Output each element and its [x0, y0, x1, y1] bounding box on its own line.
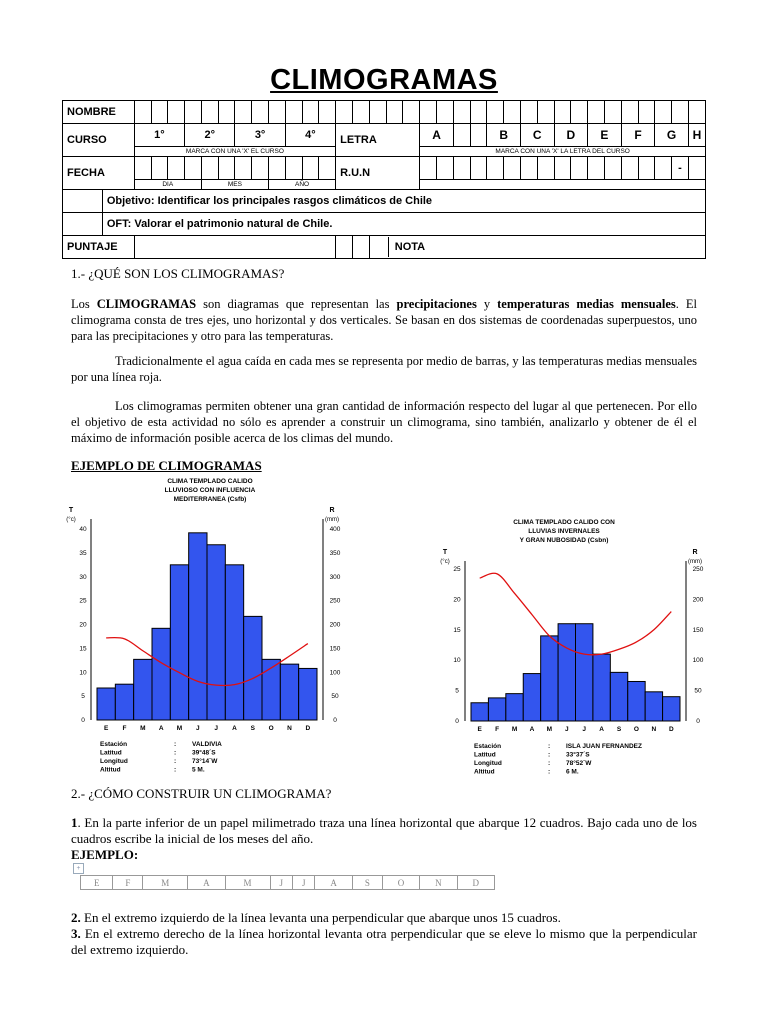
station-field-colon: :	[174, 758, 177, 765]
right-tick-label: 250	[329, 597, 341, 605]
step-1: 1. En la parte inferior de un papel milimetrado traza una línea horizontal que abarque 12 cuadros. Bajo cada uno de los cuadros escribe la inicial de los meses del año.	[71, 815, 697, 846]
run-label: R.U.N	[336, 157, 420, 190]
left-tick-label: 35	[79, 549, 87, 557]
station-field-colon: :	[548, 751, 551, 759]
station-field-value: 39°48´S	[192, 749, 216, 757]
puntaje-label: PUNTAJE	[63, 236, 135, 259]
precipitation-bar	[593, 654, 610, 721]
station-field-colon: :	[548, 768, 551, 776]
station-field-label: Estación	[100, 741, 128, 748]
left-axis-label: T	[442, 549, 448, 556]
station-field-colon: :	[174, 749, 177, 757]
station-field-label: Estación	[474, 743, 502, 750]
precipitation-bar	[663, 697, 680, 721]
month-tick-label: S	[616, 726, 622, 733]
month-tick-label: E	[103, 725, 109, 732]
month-tick-label: D	[305, 725, 311, 732]
month-cell: J	[270, 876, 292, 890]
month-tick-label: J	[214, 725, 218, 732]
left-tick-label: 0	[455, 718, 459, 725]
right-axis-label: R	[329, 507, 335, 514]
precipitation-bar	[506, 694, 523, 721]
climogram-valdivia	[66, 474, 344, 776]
right-tick-label: 50	[694, 687, 702, 695]
station-field-label: Altitud	[100, 766, 121, 774]
month-tick-label: A	[529, 726, 535, 733]
month-cell: A	[315, 876, 352, 890]
left-tick-label: 10	[453, 657, 461, 665]
left-axis-label: T	[68, 507, 74, 514]
precipitation-bar	[225, 565, 243, 720]
precipitation-bar	[244, 616, 262, 720]
left-tick-label: 10	[79, 669, 87, 677]
station-field-value: 5 M.	[192, 766, 205, 774]
climogram-juan-fernandez	[440, 514, 704, 782]
nota-label: NOTA	[369, 236, 705, 259]
letter-f-option[interactable]: F	[621, 124, 655, 147]
month-tick-label: F	[495, 726, 500, 733]
step-2: 2. En el extremo izquierdo de la línea levanta una perpendicular que abarque unos 15 cuadros.	[71, 910, 561, 925]
example-heading: EJEMPLO DE CLIMOGRAMAS	[71, 458, 262, 473]
page-title: CLIMOGRAMAS	[270, 64, 498, 96]
month-cell: J	[293, 876, 315, 890]
month-tick-label: J	[582, 726, 587, 733]
right-tick-label: 100	[329, 669, 341, 677]
precipitation-bar	[541, 636, 558, 721]
month-cell: N	[420, 876, 457, 890]
month-cell: S	[352, 876, 382, 890]
precipitation-bar	[134, 659, 152, 720]
right-tick-label: 200	[329, 621, 341, 629]
month-tick-label: M	[511, 726, 518, 733]
left-tick-label: 25	[79, 597, 87, 605]
right-tick-label: 150	[329, 645, 341, 653]
station-field-label: Latitud	[474, 751, 496, 759]
station-field-value: 6 M.	[566, 768, 579, 776]
month-tick-label: J	[196, 725, 200, 732]
month-tick-label: O	[633, 726, 639, 733]
right-tick-label: 350	[329, 549, 341, 557]
left-tick-label: 5	[81, 693, 85, 701]
station-field-label: Altitud	[474, 768, 495, 776]
month-cell: O	[382, 876, 419, 890]
left-axis-unit: (°c)	[440, 559, 450, 565]
precipitation-bar	[299, 668, 317, 720]
course-1-option[interactable]: 1°	[134, 124, 184, 147]
precipitation-bar	[576, 624, 593, 721]
letter-a-option[interactable]: A	[420, 124, 454, 147]
right-tick-label: 200	[692, 596, 704, 604]
station-field-colon: :	[548, 743, 551, 750]
fecha-label: FECHA	[63, 157, 135, 190]
month-tick-label: A	[599, 726, 604, 733]
station-field-label: Longitud	[474, 760, 502, 767]
section1-heading: 1.- ¿QUÉ SON LOS CLIMOGRAMAS?	[71, 266, 285, 281]
precipitation-bar	[170, 565, 188, 720]
curso-label: CURSO	[63, 124, 135, 157]
chart-title: CLIMA TEMPLADO CALIDO CON	[513, 519, 615, 526]
station-field-value: 33°37´S	[566, 751, 590, 759]
section1-paragraph-1: Los CLIMOGRAMAS son diagramas que representan las precipitaciones y temperaturas medias mensuales. El climograma consta de tres ejes, uno horizontal y dos verticales. Se basan en dos sistemas de coordenadas superpuestos, uno para las precipitaciones y otro para las temperaturas.	[71, 297, 697, 343]
right-tick-label: 300	[329, 573, 341, 581]
right-tick-label: 250	[692, 566, 704, 573]
precipitation-bar	[471, 703, 488, 721]
left-tick-label: 15	[79, 645, 87, 653]
left-tick-label: 30	[79, 573, 87, 581]
course-4-option[interactable]: 4°	[285, 124, 335, 147]
precipitation-bar	[488, 698, 505, 721]
month-cell: M	[225, 876, 270, 890]
chart-title: Y GRAN NUBOSIDAD (Csbn)	[519, 537, 609, 544]
right-tick-label: 400	[329, 526, 341, 533]
station-field-label: Latitud	[100, 749, 122, 757]
month-tick-label: S	[250, 725, 256, 732]
marca-curso-hint: MARCA CON UNA 'X' EL CURSO	[134, 147, 335, 157]
right-tick-label: 100	[692, 657, 704, 665]
letter-c-option[interactable]: C	[520, 124, 554, 147]
chart-title: LLUVIAS INVERNALES	[528, 528, 600, 535]
letra-label: LETRA	[336, 124, 420, 157]
dia-hint: DIA	[134, 180, 201, 190]
ano-hint: AÑO	[268, 180, 335, 190]
left-tick-label: 5	[455, 687, 459, 695]
station-field-value: ISLA JUAN FERNANDEZ	[566, 743, 642, 750]
month-tick-label: D	[668, 726, 674, 733]
course-3-option[interactable]: 3°	[235, 124, 285, 147]
station-field-colon: :	[174, 741, 177, 748]
month-cell: F	[113, 876, 143, 890]
letter-d-option[interactable]: D	[554, 124, 588, 147]
precipitation-bar	[280, 664, 298, 720]
left-tick-label: 20	[453, 596, 461, 604]
months-example-table	[80, 875, 495, 890]
month-tick-label: A	[232, 725, 237, 732]
station-field-value: 73°14´W	[192, 758, 218, 765]
month-tick-label: M	[546, 726, 553, 733]
precipitation-bar	[523, 674, 540, 721]
precipitation-bar	[207, 545, 225, 720]
station-field-value: VALDIVIA	[192, 741, 222, 748]
letter-e-option[interactable]: E	[588, 124, 622, 147]
table-move-handle-icon: +	[73, 863, 84, 874]
section2-heading: 2.- ¿CÓMO CONSTRUIR UN CLIMOGRAMA?	[71, 786, 332, 801]
right-tick-label: 150	[692, 626, 704, 634]
step-3: 3. En el extremo derecho de la línea horizontal levanta otra perpendicular que se eleve lo mismo que la perpendicular del extremo izquierdo.	[71, 926, 697, 957]
month-tick-label: A	[158, 725, 164, 732]
mes-hint: MES	[201, 180, 268, 190]
month-tick-label: E	[477, 726, 482, 733]
station-field-colon: :	[174, 766, 177, 774]
month-tick-label: N	[651, 726, 657, 733]
run-dash: -	[672, 157, 689, 180]
precipitation-bar	[645, 692, 662, 721]
chart-title: LLUVIOSO CON INFLUENCIA	[164, 487, 256, 494]
month-cell: D	[457, 876, 494, 890]
right-tick-label: 50	[331, 693, 339, 701]
precipitation-bar	[610, 672, 627, 721]
right-axis-unit: (mm)	[325, 517, 339, 523]
puntaje-field[interactable]	[134, 236, 335, 259]
left-tick-label: 20	[79, 621, 87, 629]
left-tick-label: 40	[79, 526, 87, 533]
month-tick-label: M	[140, 725, 146, 732]
nombre-label: NOMBRE	[63, 101, 135, 124]
station-field-colon: :	[548, 760, 551, 767]
left-tick-label: 0	[81, 717, 85, 724]
precipitation-bar	[558, 624, 575, 721]
station-field-value: 78°52´W	[566, 760, 592, 767]
precipitation-bar	[628, 681, 645, 721]
precipitation-bar	[97, 688, 115, 720]
month-cell: E	[81, 876, 113, 890]
ejemplo-label: EJEMPLO:	[71, 847, 139, 862]
month-tick-label: N	[287, 725, 292, 732]
course-2-option[interactable]: 2°	[185, 124, 235, 147]
marca-letra-hint: MARCA CON UNA 'X' LA LETRA DEL CURSO	[420, 147, 706, 157]
letter-h-option[interactable]: H	[688, 124, 705, 147]
month-tick-label: J	[564, 726, 569, 733]
section1-paragraph-3: Los climogramas permiten obtener una gran cantidad de información respecto del lugar al que pertenecen. Por ello el objetivo de esta actividad no sólo es aprender a construir un climograma, sino también, analizarlo y obtener de él el máximo de información posible acerca de los climas del mundo.	[71, 399, 697, 445]
month-cell: M	[143, 876, 188, 890]
precipitation-bar	[152, 628, 170, 720]
left-tick-label: 25	[453, 566, 461, 573]
precipitation-bar	[115, 684, 133, 720]
right-tick-label: 0	[333, 717, 337, 724]
right-tick-label: 0	[696, 718, 700, 725]
chart-title: CLIMA TEMPLADO CALIDO	[167, 478, 253, 485]
precipitation-bar	[189, 533, 207, 720]
section1-paragraph-2: Tradicionalmente el agua caída en cada mes se representa por medio de barras, y las temperaturas medias mensuales por una línea roja.	[71, 354, 697, 384]
month-tick-label: F	[122, 725, 127, 732]
month-tick-label: M	[176, 725, 183, 732]
objetivo-text: Objetivo: Identificar los principales rasgos climáticos de Chile	[102, 190, 705, 213]
right-axis-unit: (mm)	[688, 559, 702, 565]
letter-b-option[interactable]: B	[487, 124, 521, 147]
letter-g-option[interactable]: G	[655, 124, 689, 147]
left-tick-label: 15	[453, 626, 461, 634]
chart-title: MEDITERRANEA (Csfb)	[173, 496, 247, 503]
left-axis-unit: (°c)	[66, 517, 76, 523]
right-axis-label: R	[692, 549, 698, 556]
station-field-label: Longitud	[100, 758, 128, 765]
month-cell: A	[188, 876, 225, 890]
oft-text: OFT: Valorar el patrimonio natural de Chile.	[102, 213, 705, 236]
month-tick-label: O	[268, 725, 274, 732]
student-header-table	[62, 100, 706, 259]
